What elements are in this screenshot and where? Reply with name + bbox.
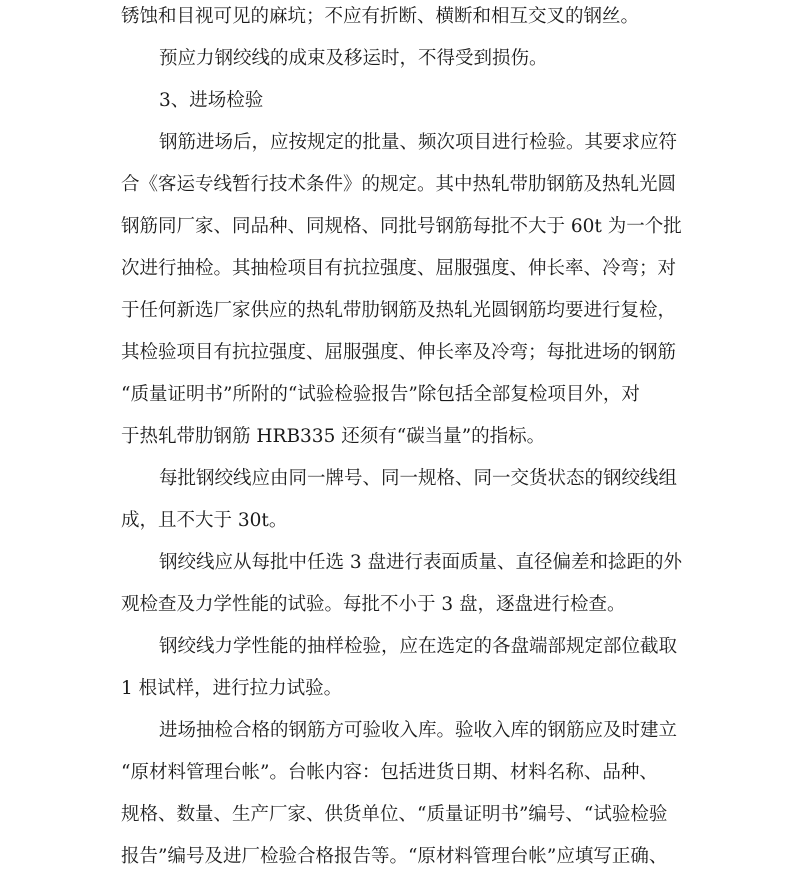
section-heading: 3、进场检验: [159, 90, 264, 111]
text-line: 于热轧带肋钢筋 HRB335 还须有“碳当量”的指标。: [121, 426, 546, 447]
text-line: 锈蚀和目视可见的麻坑；不应有折断、横断和相互交叉的钢丝。: [121, 6, 640, 27]
text-line: 成，且不大于 30t。: [121, 510, 288, 531]
text-line: 钢筋同厂家、同品种、同规格、同批号钢筋每批不大于 60t 为一个批: [121, 216, 682, 237]
text-line: 钢绞线力学性能的抽样检验，应在选定的各盘端部规定部位截取: [159, 636, 678, 657]
text-line: 预应力钢绞线的成束及移运时，不得受到损伤。: [159, 48, 548, 69]
text-line: 于任何新选厂家供应的热轧带肋钢筋及热轧光圆钢筋均要进行复检，: [121, 300, 677, 321]
text-line: 次进行抽检。其抽检项目有抗拉强度、屈服强度、伸长率、冷弯；对: [121, 258, 677, 279]
text-line: 合《客运专线暂行技术条件》的规定。其中热轧带肋钢筋及热轧光圆: [121, 174, 677, 195]
text-line: 钢绞线应从每批中任选 3 盘进行表面质量、直径偏差和捻距的外: [159, 552, 683, 573]
text-line: 其检验项目有抗拉强度、屈服强度、伸长率及冷弯；每批进场的钢筋: [121, 342, 677, 363]
text-line: “质量证明书”所附的“试验检验报告”除包括全部复检项目外，对: [121, 384, 640, 405]
text-line: 报告”编号及进厂检验合格报告等。“原材料管理台帐”应填写正确、: [121, 846, 668, 867]
text-line: 每批钢绞线应由同一牌号、同一规格、同一交货状态的钢绞线组: [159, 468, 678, 489]
text-line: 进场抽检合格的钢筋方可验收入库。验收入库的钢筋应及时建立: [159, 720, 678, 741]
text-line: 观检查及力学性能的试验。每批不小于 3 盘，逐盘进行检查。: [121, 594, 626, 615]
text-line: 规格、数量、生产厂家、供货单位、“质量证明书”编号、“试验检验: [121, 804, 668, 825]
text-line: 1 根试样，进行拉力试验。: [121, 678, 343, 699]
text-line: 钢筋进场后，应按规定的批量、频次项目进行检验。其要求应符: [159, 132, 678, 153]
text-line: “原材料管理台帐”。台帐内容：包括进货日期、材料名称、品种、: [121, 762, 658, 783]
